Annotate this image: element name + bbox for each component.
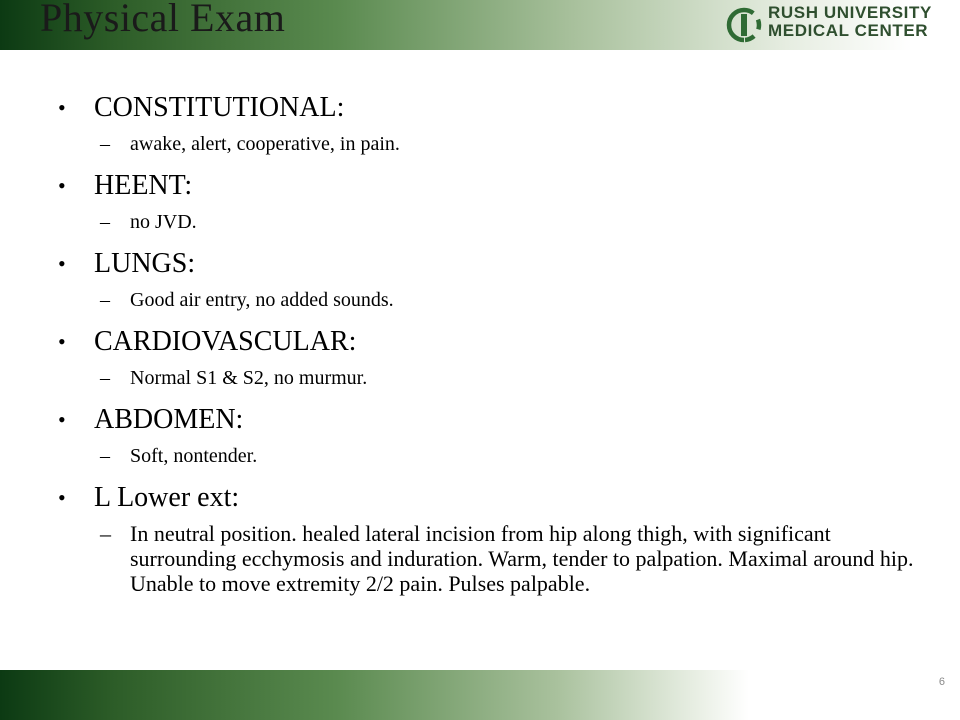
- exam-list: [58, 88, 918, 605]
- section-label: CARDIOVASCULAR:: [94, 326, 357, 357]
- rush-logo-mark-icon: [726, 7, 762, 43]
- list-item: [58, 478, 918, 596]
- section-detail: Normal S1 & S2, no murmur.: [130, 367, 368, 389]
- list-item: [58, 88, 918, 157]
- section-detail: Soft, nontender.: [130, 445, 258, 467]
- section-label: L Lower ext:: [94, 482, 240, 513]
- dash-icon: –: [100, 367, 110, 389]
- section-label: LUNGS:: [94, 248, 196, 279]
- dash-icon: –: [100, 445, 110, 467]
- dash-icon: –: [100, 133, 110, 155]
- list-item: [58, 322, 918, 391]
- section-label: HEENT:: [94, 170, 193, 201]
- bullet-icon: •: [58, 95, 66, 120]
- section-label: ABDOMEN:: [94, 404, 244, 435]
- logo-line-1: RUSH UNIVERSITY: [768, 3, 932, 22]
- slide-title: Physical Exam: [40, 0, 286, 40]
- bullet-icon: •: [58, 173, 66, 198]
- rush-logo: [726, 4, 948, 46]
- dash-icon: –: [100, 521, 111, 546]
- bullet-icon: •: [58, 329, 66, 354]
- logo-text: [768, 4, 932, 40]
- section-detail: In neutral position. healed lateral incision from hip along thigh, with significant surrounding ecchymosis and induration. Warm, tender to palpation. Maximal around hip. Unable to move extremity 2/2 pain. Pulses palpable.: [130, 521, 914, 596]
- section-label: CONSTITUTIONAL:: [94, 92, 345, 123]
- bullet-icon: •: [58, 485, 66, 510]
- dash-icon: –: [100, 289, 110, 311]
- list-item: [58, 244, 918, 313]
- list-item: [58, 400, 918, 469]
- footer-band: [0, 670, 960, 720]
- bullet-icon: •: [58, 251, 66, 276]
- page-number: 6: [938, 676, 945, 688]
- logo-line-2: MEDICAL CENTER: [768, 21, 929, 40]
- section-detail: no JVD.: [130, 211, 197, 233]
- list-item: [58, 166, 918, 235]
- bullet-icon: •: [58, 407, 66, 432]
- section-detail: Good air entry, no added sounds.: [130, 289, 394, 311]
- section-detail: awake, alert, cooperative, in pain.: [130, 133, 400, 155]
- dash-icon: –: [100, 211, 110, 233]
